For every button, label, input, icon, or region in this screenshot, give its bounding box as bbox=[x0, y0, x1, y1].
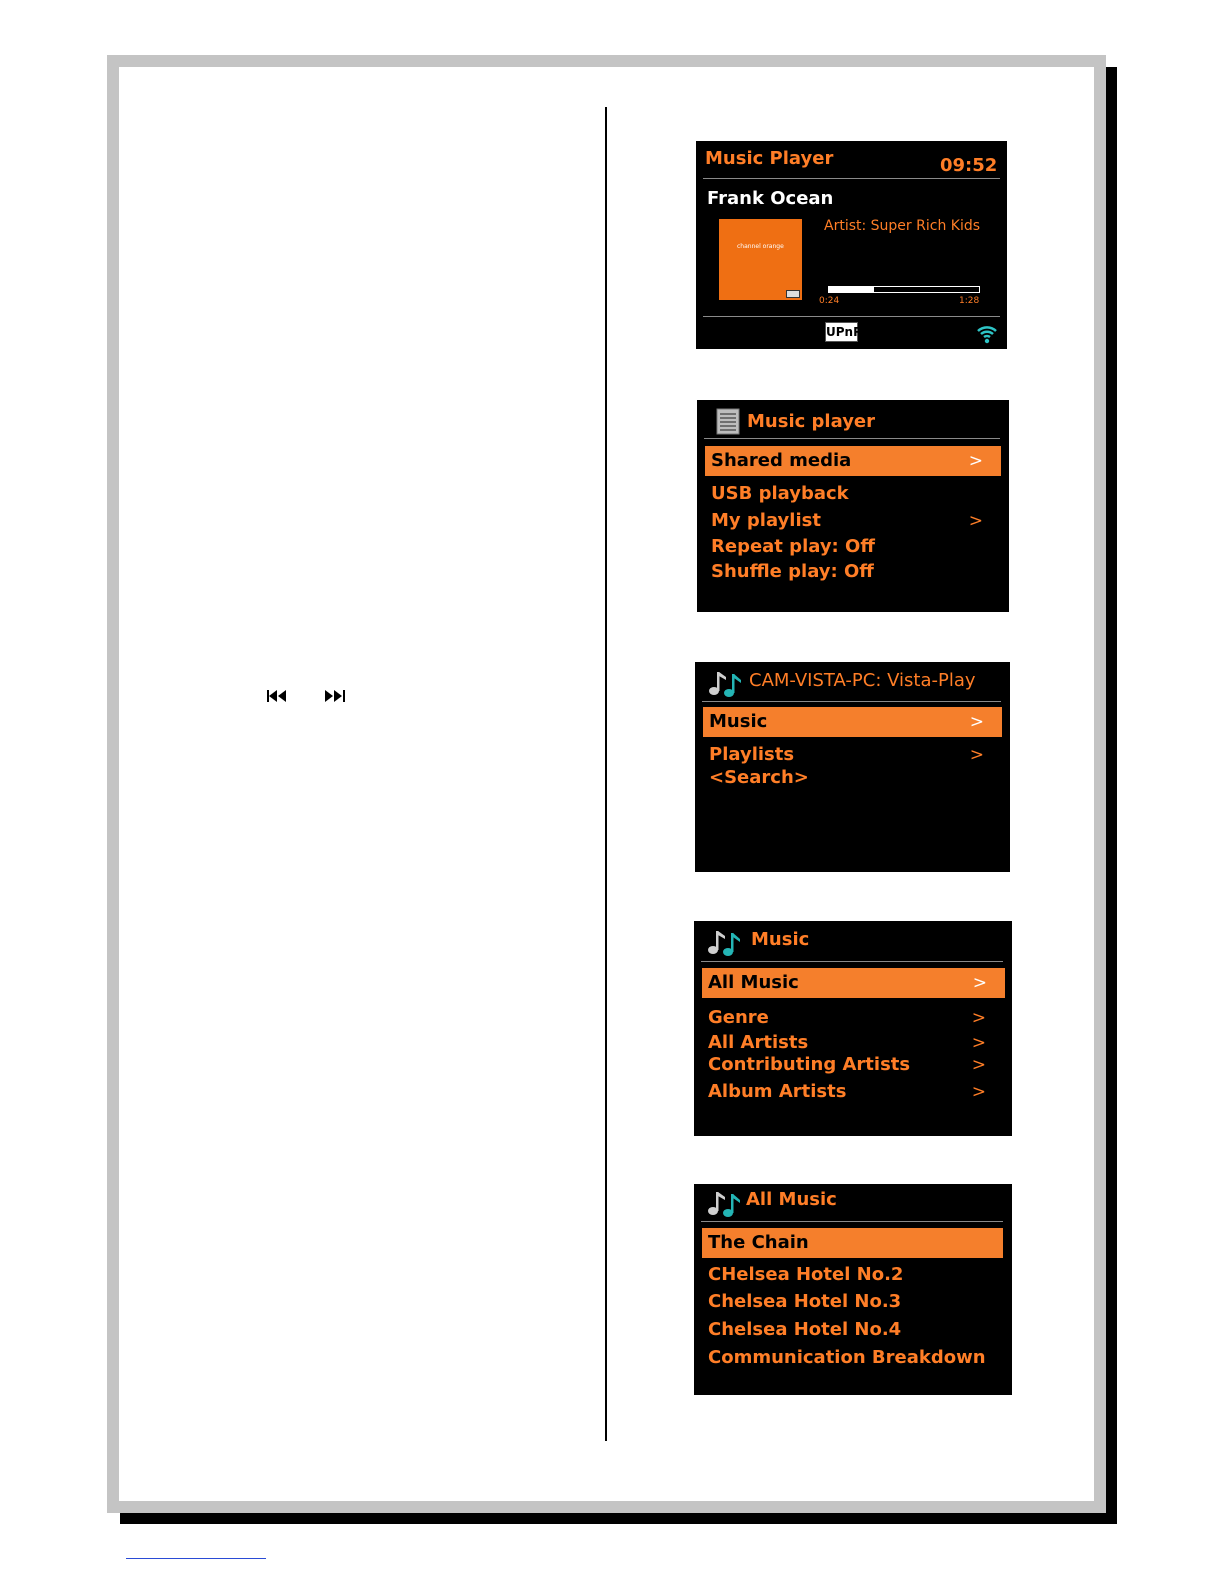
progress-bar bbox=[828, 286, 980, 293]
item-label: CHelsea Hotel No.2 bbox=[708, 1264, 904, 1285]
menu-item-contributing-artists[interactable] bbox=[702, 1050, 1004, 1080]
chevron-right-icon: > bbox=[968, 451, 983, 471]
chevron-right-icon: > bbox=[971, 1008, 986, 1028]
item-label: Album Artists bbox=[708, 1081, 847, 1102]
menu-item-track[interactable] bbox=[702, 1315, 1004, 1345]
album-art bbox=[719, 219, 802, 300]
music-player-menu-screen bbox=[697, 400, 1009, 612]
item-label: Shared media bbox=[711, 450, 852, 471]
item-label: USB playback bbox=[711, 483, 849, 504]
menu-item-the-chain[interactable] bbox=[702, 1228, 1003, 1258]
music-menu-screen bbox=[694, 921, 1012, 1136]
chevron-right-icon: > bbox=[968, 511, 983, 531]
column-divider bbox=[605, 107, 607, 1441]
menu-item-track[interactable] bbox=[702, 1260, 1004, 1290]
music-notes-icon bbox=[707, 668, 743, 702]
menu-item-album-artists[interactable] bbox=[702, 1077, 1004, 1107]
title-divider bbox=[702, 701, 1001, 702]
music-notes-icon bbox=[706, 1188, 742, 1222]
now-playing-screen bbox=[696, 141, 1007, 349]
total-time: 1:28 bbox=[959, 296, 980, 306]
item-label: The Chain bbox=[708, 1232, 809, 1253]
menu-item-track[interactable] bbox=[702, 1287, 1004, 1317]
chevron-right-icon: > bbox=[971, 1082, 986, 1102]
next-track-icon bbox=[324, 688, 346, 704]
menu-item-shared-media[interactable] bbox=[705, 446, 1001, 476]
screen-title: All Music bbox=[746, 1189, 837, 1210]
screen-title: CAM-VISTA-PC: Vista-Play bbox=[749, 670, 976, 691]
wifi-icon bbox=[976, 323, 998, 349]
item-label: Repeat play: Off bbox=[711, 536, 875, 557]
item-label: Contributing Artists bbox=[708, 1054, 911, 1075]
item-label: All Artists bbox=[708, 1032, 809, 1053]
album-art-text: channel orange bbox=[737, 243, 784, 250]
track-info: Artist: Super Rich Kids bbox=[824, 218, 981, 234]
item-label: My playlist bbox=[711, 510, 821, 531]
screen-title: Music player bbox=[747, 411, 876, 432]
chevron-right-icon: > bbox=[971, 1033, 986, 1053]
chevron-right-icon: > bbox=[969, 745, 984, 765]
status-divider bbox=[703, 316, 1000, 317]
server-menu-screen bbox=[695, 662, 1010, 872]
title-divider bbox=[701, 961, 1003, 962]
clock: 09:52 bbox=[940, 155, 998, 176]
all-music-screen bbox=[694, 1184, 1012, 1395]
music-notes-icon bbox=[706, 927, 742, 961]
menu-item-all-music[interactable] bbox=[702, 968, 1005, 998]
item-label: All Music bbox=[708, 972, 799, 993]
item-label: Playlists bbox=[709, 744, 795, 765]
item-label: Music bbox=[709, 711, 768, 732]
upnp-icon: UPnP bbox=[825, 322, 858, 342]
chevron-right-icon: > bbox=[969, 712, 984, 732]
title-divider bbox=[704, 438, 1000, 439]
title-divider bbox=[701, 1221, 1003, 1222]
menu-item-music[interactable] bbox=[703, 707, 1002, 737]
chevron-right-icon: > bbox=[971, 1055, 986, 1075]
footer-link-underline[interactable] bbox=[126, 1558, 266, 1559]
previous-track-icon bbox=[266, 688, 288, 704]
item-label: Chelsea Hotel No.3 bbox=[708, 1291, 902, 1312]
screen-title: Music bbox=[751, 929, 810, 950]
screen-title: Music Player bbox=[705, 148, 834, 169]
elapsed-time: 0:24 bbox=[819, 296, 840, 306]
chevron-right-icon: > bbox=[972, 973, 987, 993]
parental-advisory-badge bbox=[786, 290, 800, 298]
progress-fill bbox=[829, 287, 874, 292]
menu-item-track[interactable] bbox=[702, 1343, 1004, 1373]
item-label: Genre bbox=[708, 1007, 769, 1028]
menu-item-shuffle-play[interactable] bbox=[705, 557, 1001, 587]
list-icon bbox=[716, 408, 740, 439]
artist-name: Frank Ocean bbox=[707, 188, 834, 209]
item-label: <Search> bbox=[709, 767, 809, 788]
item-label: Chelsea Hotel No.4 bbox=[708, 1319, 902, 1340]
title-divider bbox=[703, 178, 1000, 179]
menu-item-search[interactable] bbox=[703, 763, 1002, 793]
menu-item-usb-playback[interactable] bbox=[705, 479, 1001, 509]
item-label: Communication Breakdown bbox=[708, 1347, 986, 1368]
item-label: Shuffle play: Off bbox=[711, 561, 874, 582]
